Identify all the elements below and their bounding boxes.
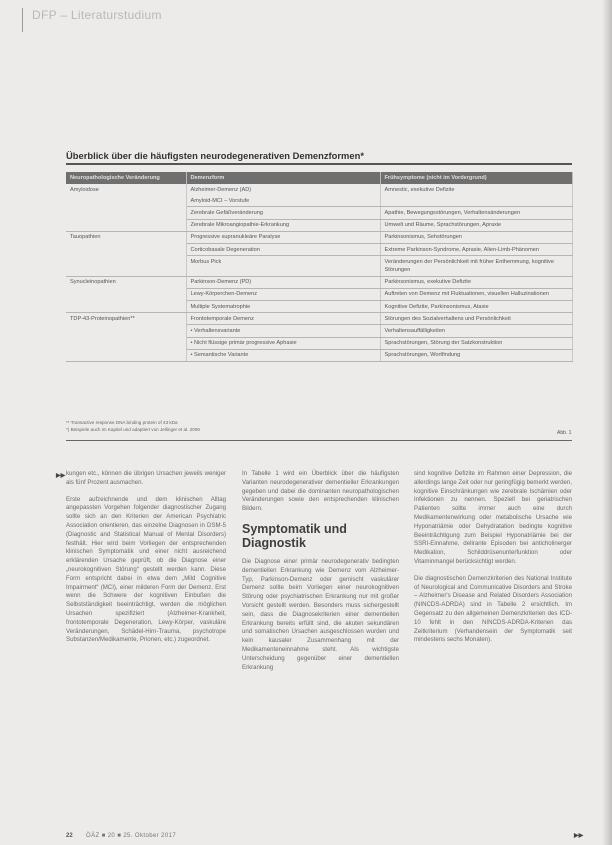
table-cell xyxy=(66,349,186,361)
text-column-1 xyxy=(66,470,226,653)
table-cell xyxy=(66,325,186,337)
table-cell: Amyloid-MCI – Vorstufe xyxy=(186,195,380,207)
table-cell: Alzheimer-Demenz (AD) xyxy=(186,184,380,195)
column-header: Demenzform xyxy=(186,172,380,184)
table-cell: Kognitive Defizite, Parkinsonismus, Ataxie xyxy=(380,301,572,313)
table-row xyxy=(66,256,572,276)
text-column-2 xyxy=(242,470,399,680)
table-title-rule xyxy=(66,163,572,165)
paragraph: kungen etc., können die übrigen Ursachen jeweils weniger als fünf Prozent ausmachen. xyxy=(66,470,226,486)
paragraph: Erste aufzeichnende und dem klinischen Alltag angepassten Vorgehen folgender diagnostischer Zugang sollte sich an den Kriterien der American Psychiatric Association orientieren, das einzelne Diagnosen in DSM-5 (Diagnostic and Statistical Manual of Mental Disorders) festhält. Hier wird beim Vorliegen der entsprechenden klinischen Symptomatik und einer nicht ausreichend erklärenden Ursache geprüft, ob die Diagnose einer „neurokognitiven Störung“ gestellt werden kann. Diese Form entspricht dabei in etwa dem „Mild Cognitive Impairment“ (MCI), einer milderen Form der Demenz. Erst wenn die Schwere der kognitiven Einbußen die Selbstständigkeit beeinträchtigt, werden die möglichen Ursachen spezifiziert (Alzheimer-Krankheit, frontotemporale Degeneration, Lewy-Körper, vaskuläre Veränderungen, Schädel-Hirn-Trauma, psychotrope Substanzen/Medikamente, Prionen, etc.) zugeordnet. xyxy=(66,495,226,644)
text-column-3 xyxy=(414,470,572,653)
table-cell: Veränderungen der Persönlichkeit mit früher Enthemmung, kognitive Störungen xyxy=(380,256,572,276)
table-cell: Frontotemporale Demenz xyxy=(186,313,380,325)
table-cell xyxy=(66,244,186,256)
table-cell xyxy=(66,301,186,313)
table-cell: Corticobasale Degeneration xyxy=(186,244,380,256)
section-heading: Symptomatik und Diagnostik xyxy=(242,521,347,550)
table-title: Überblick über die häufigsten neurodegenerativen Demenzformen* xyxy=(66,150,364,161)
page-edge-shadow xyxy=(602,0,612,845)
table-cell xyxy=(66,337,186,349)
table-row xyxy=(66,288,572,300)
table-cell: • Nicht flüssige primär progressive Aphasie xyxy=(186,337,380,349)
table-row xyxy=(66,349,572,361)
table-row xyxy=(66,301,572,313)
table-row xyxy=(66,276,572,288)
table-cell: Amyloidose xyxy=(66,184,186,195)
table-cell: Parkinson-Demenz (PD) xyxy=(186,276,380,288)
table-row xyxy=(66,184,572,195)
table-cell: Störungen des Sozialverhaltens und Persönlichkeit xyxy=(380,313,572,325)
header-title: DFP – Literaturstudium xyxy=(32,8,162,22)
table-cell: • Semantische Variante xyxy=(186,349,380,361)
table-cell: Extreme Parkinson-Syndrome, Apraxie, Alien-Limb-Phänomen xyxy=(380,244,572,256)
table-row xyxy=(66,325,572,337)
table-cell: Multiple Systematrophie xyxy=(186,301,380,313)
paragraph: Die Diagnose einer primär neurodegenerativ bedingten dementiellen Erkrankung wie Demenz vom Alzheimer-Typ, Parkinson-Demenz oder gemischt vaskulärer Demenz sollte beim Vorliegen einer neurokognitiven Störung oder psychiatrischen Erkrankung nur mit großer Vorsicht gestellt werden. Besonders muss sichergestellt sein, dass die Diagnosekriterien einer dementiellen Erkrankung bereits erfüllt sind, die akuten sekundären und somatischen Ursachen ausgeschlossen wurden und kein kausaler Zusammenhang mit der Medikamenteneinnahme steht. Als wichtigste Unterscheidung gegenüber einer dementiellen Erkrankung xyxy=(242,557,399,671)
column-header: Neuropathologische Veränderung xyxy=(66,172,186,184)
column-header: Frühsymptome (nicht im Vordergrund) xyxy=(380,172,572,184)
paragraph: In Tabelle 1 wird ein Überblick über die häufigsten Varianten neurodegenerativer dementieller Erkrankungen gegeben und dabei die dominanten neuropathologischen Veränderungen sowie den entsprechenden klinischen Bildern. xyxy=(242,470,399,513)
table-cell: Lewy-Körperchen-Demenz xyxy=(186,288,380,300)
table-cell: Tauopathien xyxy=(66,231,186,243)
table-cell xyxy=(66,256,186,276)
paragraph: Die diagnostischen Demenzkriterien des National Institute of Neurological and Communicative Disorders and Stroke – Alzheimer's Disease and Related Disorders Association (NINCDS-ADRDA) sind in Tabelle 2 ersichtlich. Im Gegensatz zu den allgemeinen Demenzkriterien des ICD-10 fehlt in den NINCDS-ADRDA-Kriterien das Zeitkriterium (Verhandensein der Symptomatik seit mindestens sechs Monaten). xyxy=(414,574,572,644)
table-cell xyxy=(66,288,186,300)
table-row xyxy=(66,337,572,349)
table-cell: Progressive supranukleäre Paralyse xyxy=(186,231,380,243)
table-cell: Zerebrale Gefäßveränderung xyxy=(186,207,380,219)
continuation-marker-icon: ▶▶ xyxy=(574,833,584,839)
table-header-row xyxy=(66,172,572,184)
table-footnotes xyxy=(66,420,200,433)
table-reference-label: Abb. 1 xyxy=(557,430,572,436)
table-row xyxy=(66,219,572,231)
table-cell: • Verhaltensvariante xyxy=(186,325,380,337)
footnote: *) Beispiele auch im Kapitel und adaptiert von Jellinger et al. 2009 xyxy=(66,426,200,432)
table-cell xyxy=(66,195,186,207)
table-cell: Synucleinopathien xyxy=(66,276,186,288)
table-cell: Zerebrale Mikroangiopathie-Erkrankung xyxy=(186,219,380,231)
table-cell xyxy=(380,195,572,207)
page-number: 22 xyxy=(66,833,73,839)
footer-issue-info: ÖÄZ ■ 20 ■ 25. Oktober 2017 xyxy=(86,833,177,839)
table-cell: Parkinsonismus, exekutive Defizite xyxy=(380,276,572,288)
table-row xyxy=(66,313,572,325)
table-end-rule xyxy=(66,440,572,441)
table-row xyxy=(66,207,572,219)
continuation-marker-icon: ▶▶ xyxy=(56,473,66,479)
table-cell: Morbus Pick xyxy=(186,256,380,276)
table-cell: TDP-43-Proteinopathien** xyxy=(66,313,186,325)
table-row xyxy=(66,195,572,207)
table-cell: Umwelt und Räume, Sprachstörungen, Apraxie xyxy=(380,219,572,231)
table-cell: Parkinsonismus, Sehstörungen xyxy=(380,231,572,243)
table-cell: Sprachstörungen, Störung der Satzkonstruktion xyxy=(380,337,572,349)
table-cell: Apathie, Bewegungsstörungen, Verhaltensänderungen xyxy=(380,207,572,219)
table-cell: Sprachstörungen, Wortfindung xyxy=(380,349,572,361)
header-rule xyxy=(22,8,23,32)
table-row xyxy=(66,231,572,243)
paragraph: sind kognitive Defizite im Rahmen einer Depression, die allerdings lange Zeit oder nur geringfügig bemerkt werden, kognitive Einschränkungen wie zerebrale Ischämien oder Infektionen zu nennen. Speziell bei geriatrischen Patienten sollte immer auch eine durch Medikamentenwirkung oder metabolische Ursache wie Hyponatriämie oder Dehydratation bedingte kognitive Beeinträchtigung zum Beispiel Hyponatriämie bei der SSRI-Einnahme, delirante Episoden bei anticholinerger Medikation, Schilddrüsenunterfunktion oder Vitaminmangel berücksichtigt werden. xyxy=(414,470,572,565)
table-cell xyxy=(66,207,186,219)
table-cell: Auftreten von Demenz mit Fluktuationen, visuellen Halluzinationen xyxy=(380,288,572,300)
table-cell: Amnestic, exekutive Defizite xyxy=(380,184,572,195)
footnote: ** Transactive response DNA binding protein of 43 kDa xyxy=(66,420,178,425)
table-cell xyxy=(66,219,186,231)
demenzformen-table xyxy=(66,172,573,362)
table-cell: Verhaltensauffälligkeiten xyxy=(380,325,572,337)
table-row xyxy=(66,244,572,256)
